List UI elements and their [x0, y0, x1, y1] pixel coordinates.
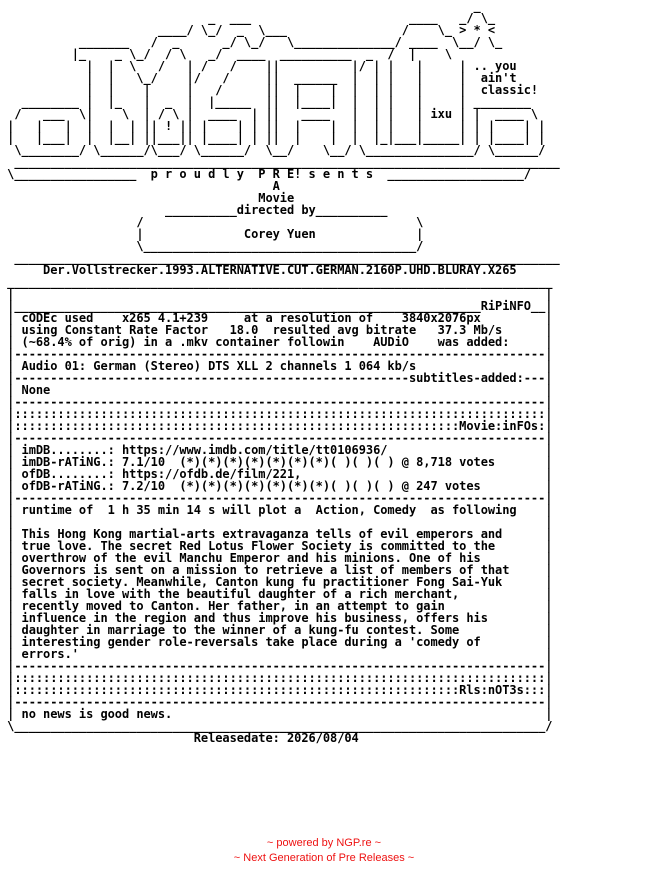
nfo-text: _ _ ___ ____ _/ \_ ____/ \_/ _ \___ / \_ > * < _______ / _ _/ \_/ \______________/ ____ \__/ \_ |_ _ \_/ / \ _/ ____ __________ _ / | \ | | \ / | / / || |/ | | | | .. you | | \_/ |/ / || ______ | | | | | ain't | | | | / || | | | | | | | classic! ________ | |_ | _ | |_____ || |____| | | | | | ________ / ___ \| \ | / \ | ____ | || ____ | | | | ixu | | ____ \ | | | | | | || ! || | | | || | | | | | | | | | | | | |___| | |__| ||___|| |____| | || | | | |_|___|_____| | |____| | \________/ \______/\___/ \______/ \__/ \__/ \_______________/ \______/ ____________________________________________________________________________ \_________________ p r o u d l y P R E! s e n t s ___________________/ A Movie __________directed by__________ / \ | Corey Yuen | \______________________________________/ ____________________________________________________________________________ Der.Vollstrecker.1993.ALTERNATIVE.CUT.GERMAN.2160P.UHD.BLURAY.X265 ____________________________________________________________________________ | | |_________________________________________________________________RiPiNFO__| | cODEc used x265 4.1+239 at a resolution of 3840x2076px | | using Constant Rate Factor 18.0 resulted avg bitrate 37.3 Mb/s | | (~68.4% of orig) in a .mkv container followin AUDiO was added: | |--------------------------------------------------------------------------| | Audio 01: German (Stereo) DTS XLL 2 channels 1 064 kb/s | |-------------------------------------------------------subtitles-added:---| | None | |--------------------------------------------------------------------------| |::::::::::::::::::::::::::::::::::::::::::::::::::::::::::::::::::::::::::| |::::::::::::::::::::::::::::::::::::::::::::::::::::::::::::::Movie:inFOs:| |--------------------------------------------------------------------------| | imDB........: https://www.imdb.com/title/tt0106936/ | | imDB-rATiNG.: 7.1/10 (*)(*)(*)(*)(*)(*)(*)( )( )( ) @ 8,718 votes | | ofDB........: https://ofdb.de/film/221, | | ofDB-rATiNG.: 7.2/10 (*)(*)(*)(*)(*)(*)(*)( )( )( ) @ 247 votes | |--------------------------------------------------------------------------| | runtime of 1 h 35 min 14 s will plot a Action, Comedy as following | | | | This Hong Kong martial-arts extravaganza tells of evil emperors and | | true love. The secret Red Lotus Flower Society is committed to the | | overthrow of the evil Manchu Emperor and his minions. One of his | | Governors is sent on a mission to retrieve a list of members of that | | secret society. Meanwhile, Canton kung fu practitioner Fong Sai-Yuk | | falls in love with the beautiful daughter of a rich merchant, | | recently moved to Canton. Her father, in an attempt to gain | | influence in the region and thus improve his business, offers his | | daughter in marriage to the winner of a kung-fu contest. Some | | interesting gender role-reversals take place during a 'comedy of | | errors.' | |--------------------------------------------------------------------------| |::::::::::::::::::::::::::::::::::::::::::::::::::::::::::::::::::::::::::| |::::::::::::::::::::::::::::::::::::::::::::::::::::::::::::::Rls:nOT3s:::| |--------------------------------------------------------------------------| | no news is good news. | \__________________________________________________________________________/ Releasedate: 2026/08/04: [7, 0, 560, 745]
next-generation-text: ~ Next Generation of Pre Releases ~: [233, 852, 415, 864]
powered-by-text: ~ powered by NGP.re ~: [266, 837, 382, 849]
